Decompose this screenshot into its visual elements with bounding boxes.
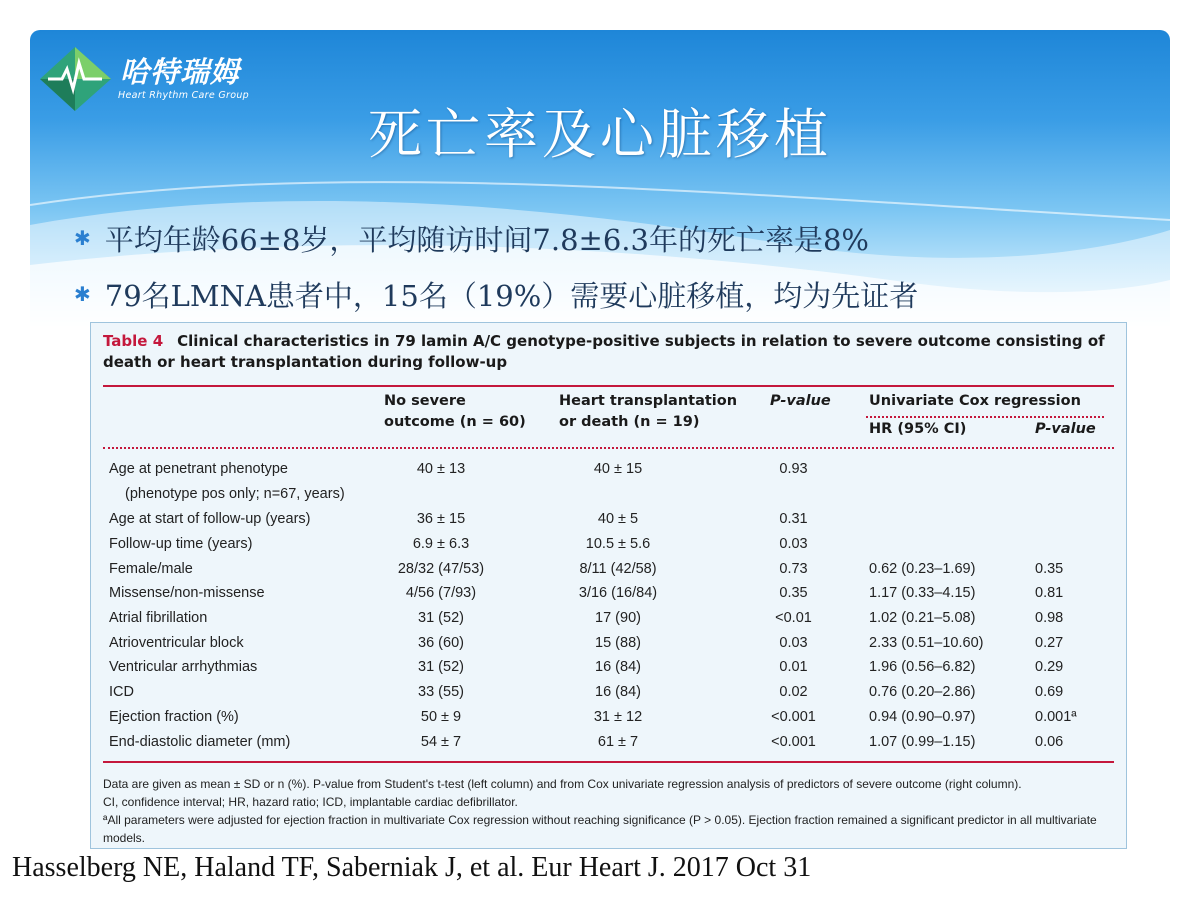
header-hr: HR (95% CI) bbox=[869, 421, 967, 437]
header-bottom-rule bbox=[103, 447, 1114, 449]
table-row: Atrioventricular block 36 (60) 15 (88) 0.03 2.33 (0.51–10.60) 0.27 bbox=[109, 635, 1064, 651]
bullet-text: 79名LMNA患者中，15名（19%）需要心脏移植，均为先证者 bbox=[104, 279, 919, 313]
header-p-value-cox: P-value bbox=[1035, 421, 1096, 437]
table-caption-text: Clinical characteristics in 79 lamin A/C genotype-positive subjects in relation to severe outcome consisting of death or heart transplantation during follow-up bbox=[103, 332, 1105, 371]
table-row-continuation: (phenotype pos only; n=67, years) bbox=[125, 486, 345, 502]
bullet-text: 平均年龄66±8岁，平均随访时间7.8±6.3年的死亡率是8% bbox=[104, 223, 869, 257]
table-row: Ventricular arrhythmias 31 (52) 16 (84) 0.01 1.96 (0.56–6.82) 0.29 bbox=[109, 659, 1064, 675]
table-number: Table 4 bbox=[103, 332, 164, 350]
table-row: Missense/non-missense 4/56 (7/93) 3/16 (16/84) 0.35 1.17 (0.33–4.15) 0.81 bbox=[109, 585, 1064, 601]
header-severe: Heart transplantation or death (n = 19) bbox=[559, 393, 738, 430]
table-figure bbox=[90, 322, 1127, 849]
table-row: Age at penetrant phenotype 40 ± 13 40 ± 15 0.93 bbox=[109, 461, 808, 477]
bullet-item bbox=[74, 218, 869, 259]
header-p-value: P-value bbox=[770, 393, 831, 409]
table-row: End-diastolic diameter (mm) 54 ± 7 61 ± 7 <0.001 1.07 (0.99–1.15) 0.06 bbox=[109, 734, 1064, 750]
bullet-star-icon: ✱ bbox=[74, 282, 91, 306]
table-row: Follow-up time (years) 6.9 ± 6.3 10.5 ± 5.6 0.03 bbox=[109, 536, 808, 552]
table-footnotes bbox=[103, 775, 1115, 847]
table-bottom-rule bbox=[103, 761, 1114, 763]
header-cox-group: Univariate Cox regression bbox=[869, 393, 1081, 409]
footnote-1: Data are given as mean ± SD or n (%). P-value from Student's t-test (left column) and from Cox univariate regression analysis of predictors of severe outcome (right column). bbox=[103, 777, 1022, 791]
table-row: Atrial fibrillation 31 (52) 17 (90) <0.01 1.02 (0.21–5.08) 0.98 bbox=[109, 610, 1064, 626]
logo-english-text: Heart Rhythm Care Group bbox=[118, 90, 249, 101]
table-top-rule bbox=[103, 385, 1114, 387]
table-row: ICD 33 (55) 16 (84) 0.02 0.76 (0.20–2.86) 0.69 bbox=[109, 684, 1064, 700]
citation: Hasselberg NE, Haland TF, Saberniak J, et al. Eur Heart J. 2017 Oct 31 bbox=[12, 852, 812, 883]
header-no-severe: No severe outcome (n = 60) bbox=[384, 393, 526, 430]
table-row: Ejection fraction (%) 50 ± 9 31 ± 12 <0.001 0.94 (0.90–0.97) 0.001ª bbox=[109, 709, 1077, 725]
page-title: 死亡率及心脏移植 bbox=[368, 103, 832, 166]
footnote-2: CI, confidence interval; HR, hazard ratio; ICD, implantable cardiac defibrillator. bbox=[103, 795, 518, 809]
table-row: Female/male 28/32 (47/53) 8/11 (42/58) 0.73 0.62 (0.23–1.69) 0.35 bbox=[109, 561, 1064, 577]
logo-chinese-text: 哈特瑞姆 bbox=[120, 55, 241, 89]
footnote-3: ªAll parameters were adjusted for ejection fraction in multivariate Cox regression without reaching significance (P > 0.05). Ejection fraction remained a significant predictor in all multivariate models. bbox=[103, 813, 1097, 845]
table-caption bbox=[103, 331, 1113, 373]
bullet-star-icon: ✱ bbox=[74, 226, 91, 250]
bullet-item bbox=[74, 274, 918, 315]
header-sub-rule bbox=[866, 416, 1104, 418]
table-row: Age at start of follow-up (years) 36 ± 15 40 ± 5 0.31 bbox=[109, 511, 808, 527]
